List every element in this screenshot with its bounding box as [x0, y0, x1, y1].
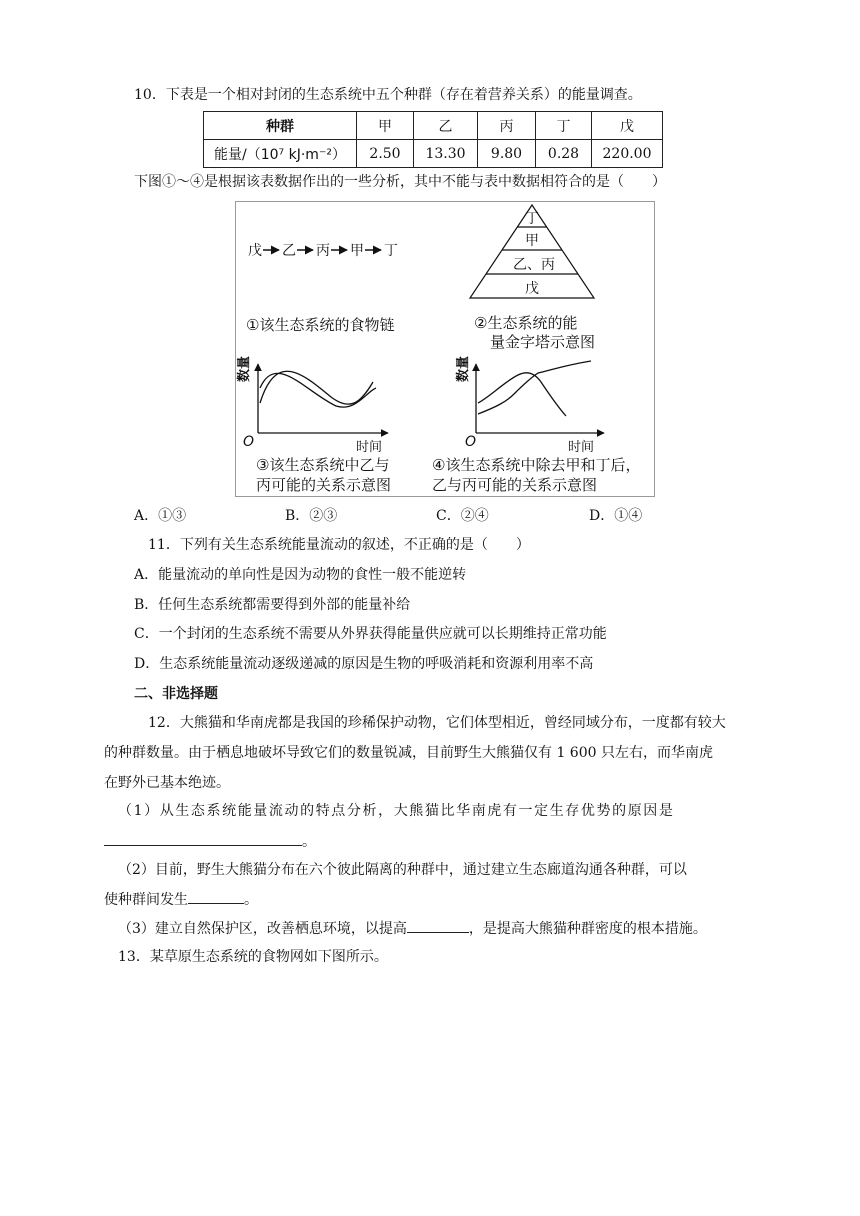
curve: [260, 373, 376, 407]
q12-part2-line2: [104, 889, 258, 910]
graph4-origin: O: [465, 434, 477, 450]
q12-part2-line1: （2）目前，野生大熊猫分布在六个彼此隔离的种群中，通过建立生态廊道沟通各种群，可以: [118, 862, 687, 878]
table-species-cell: 丙: [478, 112, 536, 140]
chain-node: 丙: [316, 243, 330, 259]
caption-3-line1: ③该生态系统中乙与: [256, 456, 390, 474]
q13-stem: 13．某草原生态系统的食物网如下图所示。: [118, 949, 388, 965]
graph4-y-label: 数量: [456, 355, 471, 382]
caption-4-line1: ④该生态系统中除去甲和丁后，: [432, 456, 641, 474]
pyramid-level: 乙、丙: [513, 257, 555, 273]
q11-stem: 11．下列有关生态系统能量流动的叙述，不正确的是（ ）: [148, 537, 530, 553]
table-value-cell: 9.80: [478, 140, 536, 168]
graph-4: [476, 361, 604, 433]
chain-node: 戊: [248, 243, 262, 259]
q11-option-b: B．任何生态系统都需要得到外部的能量补给: [134, 597, 411, 613]
chain-node: 丁: [384, 243, 398, 259]
q12-part2-end: 。: [244, 892, 258, 908]
q12-stem-line2: 的种群数量。由于栖息地破坏导致它们的数量锐减，目前野生大熊猫仅有 1 600 只左右，而华南虎: [104, 745, 713, 761]
answer-blank-3[interactable]: [407, 918, 469, 933]
q10-option-d: D．①④: [589, 508, 643, 524]
q11-option-a: A．能量流动的单向性是因为动物的食性一般不能逆转: [134, 567, 467, 583]
q12-part1-line2: [104, 831, 316, 852]
caption-3-line2: 丙可能的关系示意图: [256, 476, 392, 494]
q11-option-c: C．一个封闭的生态系统不需要从外界获得能量供应就可以长期维持正常功能: [134, 626, 607, 642]
q12-stem-line3: 在野外已基本绝迹。: [104, 775, 230, 791]
curve: [478, 373, 566, 416]
q10-stem: 10．下表是一个相对封闭的生态系统中五个种群（存在着营养关系）的能量调查。: [134, 87, 642, 103]
table-species-cell: 甲: [357, 112, 414, 140]
caption-4-line2: 乙与丙可能的关系示意图: [432, 476, 598, 494]
table-value-row: [204, 140, 663, 168]
q11-option-d: D．生态系统能量流动逐级递减的原因是生物的呼吸消耗和资源利用率不高: [134, 656, 594, 672]
q12-part3-text-a: （3）建立自然保护区，改善栖息环境，以提高: [118, 921, 407, 937]
caption-1: ①该生态系统的食物链: [246, 316, 395, 334]
graph-3: [258, 364, 388, 433]
q10-figure: [235, 201, 655, 497]
table-value-cell: 2.50: [357, 140, 414, 168]
q12-part1-line1: （1）从生态系统能量流动的特点分析，大熊猫比华南虎有一定生存优势的原因是: [118, 803, 675, 819]
table-value-cell: 0.28: [536, 140, 592, 168]
chain-node: 甲: [350, 243, 364, 259]
table-header-row: [204, 112, 663, 140]
graph3-x-label: 时间: [356, 440, 383, 455]
q12-part3: [118, 918, 707, 939]
q10-option-a: A．①③: [134, 508, 187, 524]
food-chain: [248, 243, 398, 259]
graph4-x-label: 时间: [568, 440, 595, 455]
table-species-cell: 戊: [592, 112, 663, 140]
table-species-cell: 丁: [536, 112, 592, 140]
table-row-label: 能量/（10⁷ kJ·m⁻²）: [204, 140, 357, 168]
pyramid-level: 丁: [525, 211, 539, 227]
q10-question: 下图①～④是根据该表数据作出的一些分析，其中不能与表中数据相符合的是（ ）: [134, 174, 666, 190]
curve: [260, 371, 373, 404]
q12-part1-end: 。: [302, 834, 316, 850]
table-species-cell: 乙: [414, 112, 478, 140]
q12-part3-text-b: ，是提高大熊猫种群密度的根本措施。: [468, 921, 707, 937]
q12-part2-text: 使种群间发生: [104, 892, 188, 908]
answer-blank-2[interactable]: [188, 889, 244, 904]
graph3-origin: O: [243, 434, 255, 450]
section-title: 二、非选择题: [134, 686, 218, 702]
chain-node: 乙: [282, 243, 296, 259]
q10-option-b: B．②③: [285, 508, 338, 524]
pyramid-level: 甲: [525, 233, 539, 249]
table-value-cell: 13.30: [414, 140, 478, 168]
graph3-y-label: 数量: [237, 355, 252, 382]
answer-blank-1[interactable]: [104, 831, 302, 846]
q10-option-c: C．②④: [436, 508, 489, 524]
table-header-label: 种群: [204, 112, 357, 140]
caption-2-line2: 量金字塔示意图: [490, 333, 596, 351]
curve: [478, 361, 591, 414]
energy-table: [203, 111, 663, 168]
caption-2-line1: ②生态系统的能: [474, 314, 578, 332]
q12-stem-line1: 12．大熊猫和华南虎都是我国的珍稀保护动物，它们体型相近，曾经同域分布，一度都有较大: [148, 715, 726, 731]
table-value-cell: 220.00: [592, 140, 663, 168]
pyramid-level: 戊: [525, 281, 539, 297]
